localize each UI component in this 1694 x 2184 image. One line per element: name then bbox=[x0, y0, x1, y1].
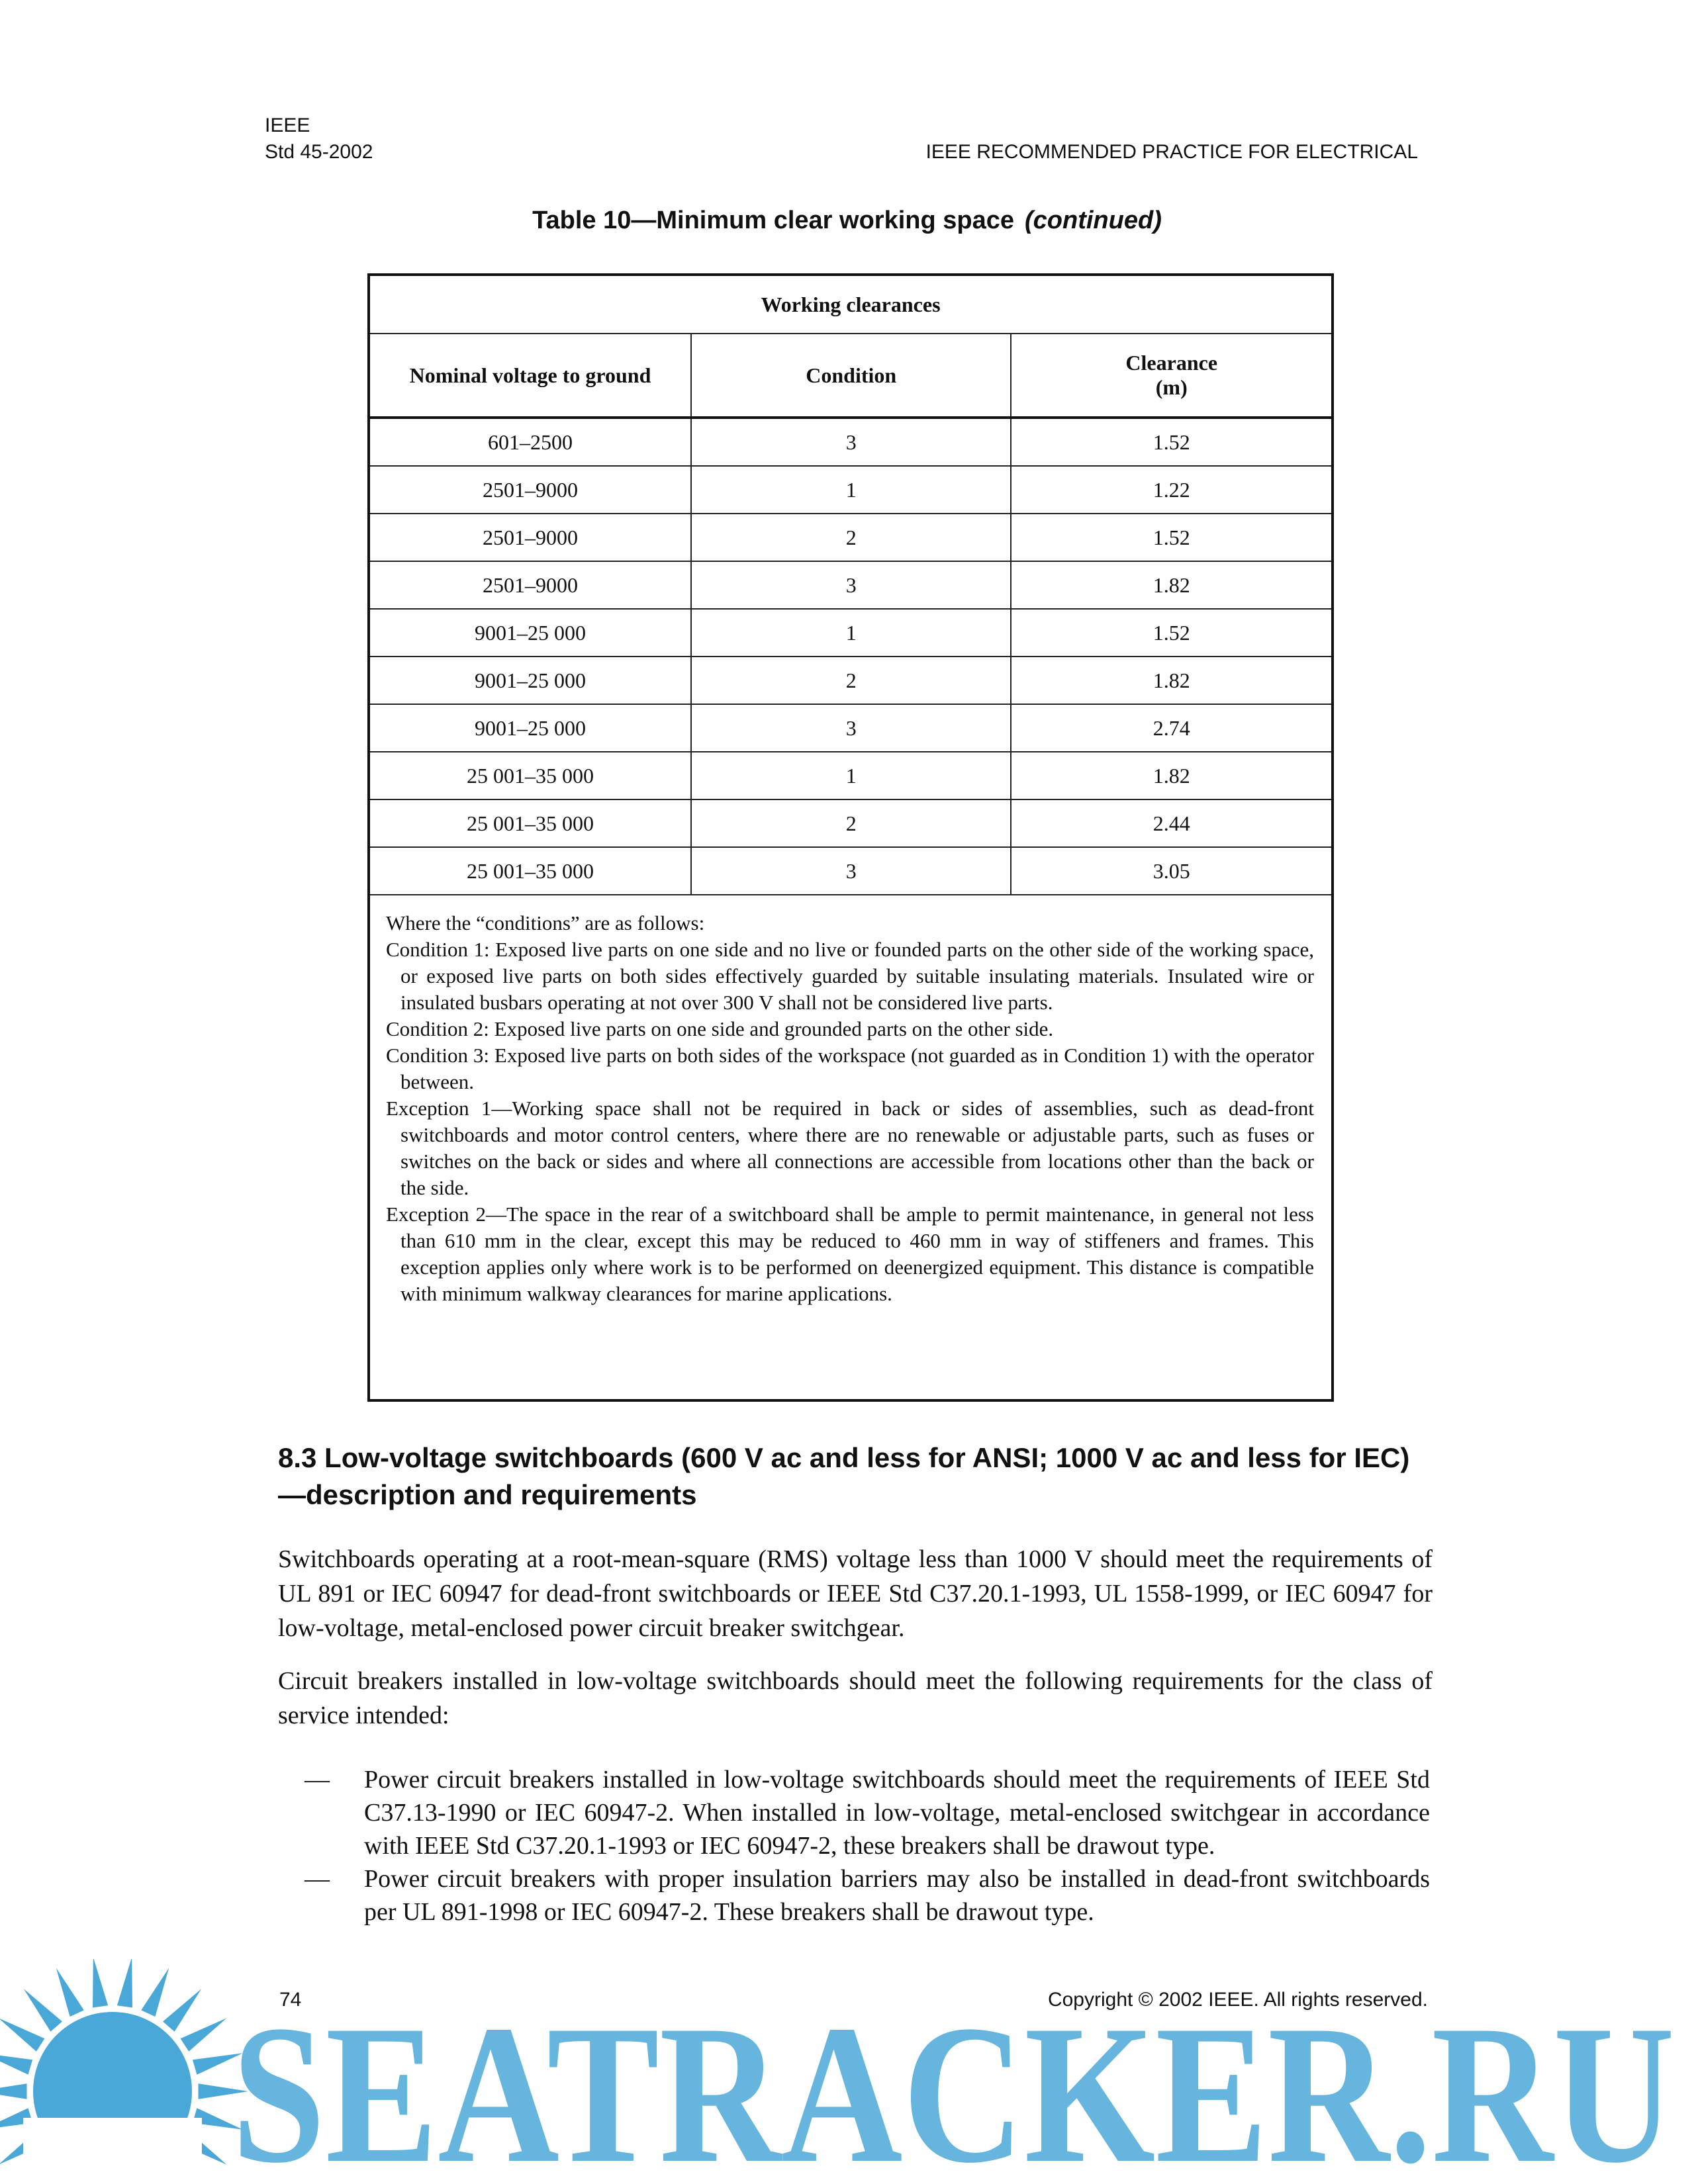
cell-voltage: 2501–9000 bbox=[370, 514, 691, 561]
cell-clearance: 2.74 bbox=[1011, 704, 1331, 752]
sun-ray bbox=[0, 2053, 32, 2075]
section-heading: 8.3 Low-voltage switchboards (600 V ac and less for ANSI; 1000 V ac and less for IEC)—description and requirements bbox=[278, 1442, 1410, 1510]
sun-ray bbox=[0, 2018, 44, 2052]
cell-clearance: 1.52 bbox=[1011, 418, 1331, 466]
cell-condition: 2 bbox=[691, 799, 1012, 847]
table-notes bbox=[370, 895, 1331, 1307]
watermark bbox=[0, 1959, 1694, 2184]
cell-clearance: 3.05 bbox=[1011, 847, 1331, 895]
cell-clearance: 2.44 bbox=[1011, 799, 1331, 847]
note-intro: Where the “conditions” are as follows: bbox=[386, 911, 705, 934]
cell-clearance: 1.82 bbox=[1011, 561, 1331, 609]
sun-ray bbox=[56, 1968, 84, 2017]
column-header-clearance-unit: (m) bbox=[1155, 375, 1188, 399]
column-header-clearance bbox=[1011, 334, 1331, 418]
table-row bbox=[370, 704, 1331, 752]
list-item bbox=[305, 1763, 1430, 1862]
bullet-text: Power circuit breakers with proper insulation barriers may also be installed in dead-front switchboards per UL 891-1998 or IEC 60947-2. These breakers shall be drawout type. bbox=[364, 1865, 1430, 1926]
running-title: IEEE RECOMMENDED PRACTICE FOR ELECTRICAL bbox=[925, 141, 1418, 163]
sun-ray bbox=[141, 1968, 169, 2017]
cell-voltage: 9001–25 000 bbox=[370, 657, 691, 704]
cell-clearance: 1.52 bbox=[1011, 514, 1331, 561]
table-row bbox=[370, 657, 1331, 704]
copyright: Copyright © 2002 IEEE. All rights reserved. bbox=[1047, 1989, 1428, 2011]
bullet-dash: — bbox=[305, 1766, 330, 1794]
sun-ray bbox=[93, 1959, 108, 2008]
table-title-text: Table 10—Minimum clear working space bbox=[532, 206, 1014, 234]
table-row bbox=[370, 561, 1331, 609]
paragraph: Switchboards operating at a root-mean-square (RMS) voltage less than 1000 V should meet the requirements of UL 891 or IEC 60947 for dead-front switchboards or IEEE Std C37.20.1-1993, UL 1558-1999, or IEC 60947 for low-voltage, metal-enclosed power circuit breaker switchgear. bbox=[278, 1545, 1433, 1642]
table-row bbox=[370, 799, 1331, 847]
sun-ray bbox=[181, 2018, 227, 2052]
cell-clearance: 1.82 bbox=[1011, 657, 1331, 704]
table-group-header-row bbox=[370, 276, 1331, 334]
table-column-header-row bbox=[370, 334, 1331, 418]
cell-condition: 3 bbox=[691, 704, 1012, 752]
clearance-table bbox=[367, 273, 1334, 1402]
table-row bbox=[370, 514, 1331, 561]
list-item bbox=[305, 1862, 1430, 1929]
sun-ray bbox=[163, 1989, 201, 2032]
cell-voltage: 25 001–35 000 bbox=[370, 799, 691, 847]
table-row bbox=[370, 418, 1331, 466]
table-row bbox=[370, 466, 1331, 514]
cell-clearance: 1.22 bbox=[1011, 466, 1331, 514]
cell-condition: 3 bbox=[691, 418, 1012, 466]
sun-ray bbox=[24, 1989, 62, 2032]
cell-voltage: 9001–25 000 bbox=[370, 704, 691, 752]
cell-voltage: 25 001–35 000 bbox=[370, 752, 691, 799]
cell-condition: 2 bbox=[691, 657, 1012, 704]
table-row bbox=[370, 847, 1331, 895]
clearance-table-grid bbox=[370, 276, 1331, 895]
cell-voltage: 2501–9000 bbox=[370, 466, 691, 514]
bullet-dash: — bbox=[305, 1865, 330, 1893]
cell-condition: 1 bbox=[691, 609, 1012, 657]
column-header-condition: Condition bbox=[691, 334, 1012, 418]
cell-voltage: 601–2500 bbox=[370, 418, 691, 466]
cell-condition: 3 bbox=[691, 561, 1012, 609]
note-exception-2: Exception 2—The space in the rear of a switchboard shall be ample to permit maintenance, in general not less than 610 mm in the clear, except this may be reduced to 460 mm in way of stiffeners and frames. This exception applies only where work is to be performed on deenergized equipment. This distance is compatible with minimum walkway clearances for marine applications. bbox=[386, 1203, 1314, 1305]
bullet-list bbox=[305, 1763, 1430, 1929]
cell-voltage: 9001–25 000 bbox=[370, 609, 691, 657]
cell-voltage: 25 001–35 000 bbox=[370, 847, 691, 895]
page-number: 74 bbox=[279, 1989, 302, 2011]
cell-clearance: 1.82 bbox=[1011, 752, 1331, 799]
sun-ray bbox=[117, 1959, 132, 2008]
note-condition-2: Condition 2: Exposed live parts on one side and grounded parts on the other side. bbox=[386, 1017, 1054, 1040]
sun-ray bbox=[0, 2083, 27, 2099]
table-title bbox=[0, 206, 1694, 235]
group-header: Working clearances bbox=[370, 276, 1331, 334]
cell-condition: 3 bbox=[691, 847, 1012, 895]
table-row bbox=[370, 609, 1331, 657]
watermark-graphic bbox=[0, 1959, 1694, 2184]
table-title-suffix: (continued) bbox=[1025, 206, 1162, 234]
note-exception-1: Exception 1—Working space shall not be required in back or sides of assemblies, such as dead-front switchboards and motor control centers, where there are no renewable or adjustable parts, such as fuses or switches on the back or sides and where all connections are accessible from locations other than the back or the side. bbox=[386, 1097, 1314, 1199]
cell-condition: 1 bbox=[691, 466, 1012, 514]
note-condition-1: Condition 1: Exposed live parts on one side and no live or founded parts on the other side of the working space, or exposed live parts on both sides effectively guarded by suitable insulating materials. Insulated wire or insulated busbars operating at not over 300 V shall not be considered live parts. bbox=[386, 938, 1314, 1014]
header-org: IEEE bbox=[265, 114, 310, 136]
bullet-text: Power circuit breakers installed in low-voltage switchboards should meet the requirements of IEEE Std C37.13-1990 or IEC 60947-2. When installed in low-voltage, metal-enclosed switchgear in accordance with IEEE Std C37.20.1-1993 or IEC 60947-2, these breakers shall be drawout type. bbox=[364, 1766, 1430, 1860]
table-row bbox=[370, 752, 1331, 799]
cell-condition: 2 bbox=[691, 514, 1012, 561]
cell-condition: 1 bbox=[691, 752, 1012, 799]
column-header-clearance-label: Clearance bbox=[1125, 351, 1218, 375]
sun-icon bbox=[0, 1959, 248, 2184]
header-left bbox=[265, 113, 373, 165]
note-condition-3: Condition 3: Exposed live parts on both sides of the workspace (not guarded as in Condition 1) with the operator between. bbox=[386, 1044, 1314, 1093]
watermark-text: SEATRACKER.RU bbox=[232, 1984, 1675, 2184]
paragraph: Circuit breakers installed in low-voltage switchboards should meet the following requirements for the class of service intended: bbox=[278, 1667, 1433, 1729]
cell-voltage: 2501–9000 bbox=[370, 561, 691, 609]
column-header-voltage: Nominal voltage to ground bbox=[370, 334, 691, 418]
cell-clearance: 1.52 bbox=[1011, 609, 1331, 657]
header-std: Std 45-2002 bbox=[265, 141, 373, 163]
